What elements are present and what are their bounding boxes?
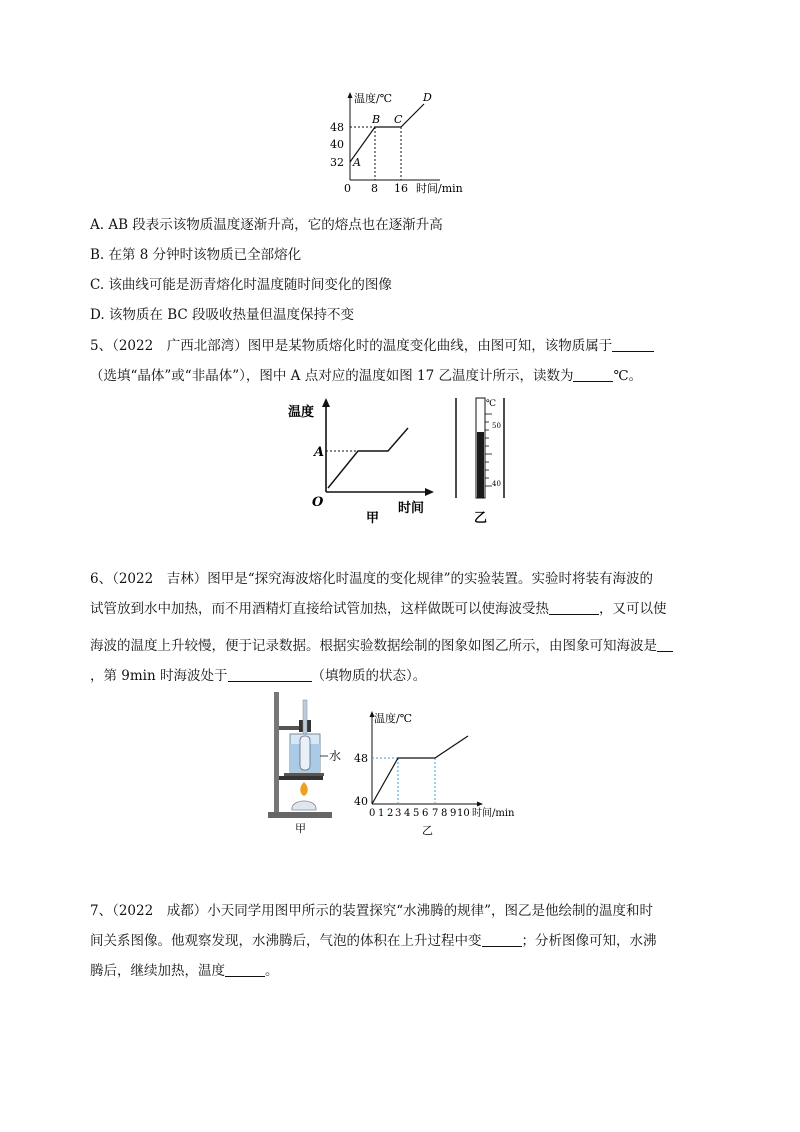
q6-test-tube <box>300 736 310 770</box>
q6-text-4b: （填物质的状态）。 <box>311 668 427 684</box>
q6-caption-jia: 甲 <box>295 822 306 835</box>
q6-blank-1 <box>549 600 599 615</box>
q4-x-label: 时间/min <box>416 182 463 195</box>
q7-text-2b: ；分析图像可知，水沸 <box>521 933 657 949</box>
q5-line-2 <box>90 364 642 384</box>
q4-y-tick-32: 32 <box>330 156 344 169</box>
q7-line-3 <box>90 959 279 979</box>
q6-flame <box>300 782 308 796</box>
q6-stand-base <box>268 812 332 818</box>
q4-point-d: D <box>423 91 432 104</box>
q6-line-4 <box>90 664 426 684</box>
q5-x-arrow <box>425 488 434 496</box>
q6-blank-2 <box>657 637 673 652</box>
q6-x-tick-1: 1 <box>378 808 385 819</box>
q5-graph-jia <box>286 396 446 530</box>
q5-text-1: 5、（2022 广西北部湾）图甲是某物质熔化时的温度变化曲线，由图可知，该物质属于 <box>90 338 613 354</box>
q4-point-c: C <box>394 113 403 126</box>
q7-blank-1 <box>482 932 522 947</box>
q7-line-2 <box>90 929 657 949</box>
q6-water-label: 水 <box>329 749 342 763</box>
q6-text-3a: 海波的温度上升较慢，便于记录数据。根据实验数据绘制的图象如图乙所示，由图象可知海波是 <box>90 638 657 654</box>
q4-curve <box>350 104 424 162</box>
q4-y-tick-48: 48 <box>330 121 344 134</box>
q5-thermometer-yi <box>452 394 522 530</box>
q5-x-label: 时间 <box>398 501 425 516</box>
q6-alcohol-lamp <box>292 801 316 810</box>
q6-x-tick-0: 0 <box>369 808 376 819</box>
q4-x-tick-0: 0 <box>344 182 351 195</box>
q6-x-tick-9: 9 <box>450 808 457 819</box>
q7-text-3a: 腾后，继续加热，温度 <box>90 963 225 979</box>
q6-stand-rod <box>274 692 279 812</box>
q6-line-3 <box>90 634 673 654</box>
q6-line-2 <box>90 597 667 617</box>
q5-y-label: 温度 <box>288 405 315 420</box>
q6-x-tick-3: 3 <box>395 808 402 819</box>
q4-y-tick-40: 40 <box>330 138 344 151</box>
q5-line-1 <box>90 334 654 354</box>
q5-curve <box>328 428 408 488</box>
q6-apparatus-jia <box>268 690 350 836</box>
q6-ring-support <box>279 776 323 780</box>
q4-x-tick-8: 8 <box>371 182 378 195</box>
q4-option-d: D. 该物质在 BC 段吸收热量但温度保持不变 <box>90 307 355 323</box>
q4-option-b: B. 在第 8 分钟时该物质已全部熔化 <box>90 247 302 263</box>
q6-text-2a: 试管放到水中加热，而不用酒精灯直接给试管加热，这样做既可以使海波受热 <box>90 601 549 617</box>
q4-option-c: C. 该曲线可能是沥青熔化时温度随时间变化的图像 <box>90 277 392 293</box>
q6-caption-yi: 乙 <box>422 824 433 837</box>
q5-thermo-tick-40: 40 <box>492 480 501 488</box>
q5-text-2a: （选填“晶体”或“非晶体”），图中 A 点对应的温度如图 17 乙温度计所示，读数为 <box>90 368 574 384</box>
q4-option-a: A. AB 段表示该物质温度逐渐升高，它的熔点也在逐渐升高 <box>90 217 443 233</box>
q6-x-tick-8: 8 <box>441 808 448 819</box>
q4-y-arrow <box>348 92 353 98</box>
q6-x-tick-5: 5 <box>413 808 420 819</box>
q5-mercury-column <box>477 432 484 498</box>
q5-blank-1 <box>612 337 654 352</box>
q5-text-2b: ℃。 <box>613 368 643 384</box>
q6-x-tick-10: 10 <box>457 808 470 819</box>
q5-blank-2 <box>573 367 613 382</box>
q6-y-tick-40: 40 <box>354 795 368 808</box>
q6-text-2b: ，又可以使 <box>599 601 667 617</box>
q5-thermo-unit: ℃ <box>486 399 497 409</box>
q4-point-a: A <box>353 156 361 169</box>
q6-text-4a: ，第 9min 时海波处于 <box>90 668 228 684</box>
q6-x-label: 时间/min <box>472 808 515 819</box>
q4-x-tick-16: 16 <box>394 182 408 195</box>
q6-y-tick-48: 48 <box>354 752 368 765</box>
q6-graph-yi <box>350 708 536 840</box>
q5-thermo-ticks <box>485 414 492 486</box>
q5-y-arrow <box>322 398 330 407</box>
q5-point-a: A <box>314 445 325 460</box>
q7-line-1: 7、（2022 成都）小天同学用图甲所示的装置探究“水沸腾的规律”，图乙是他绘制的温度和时 <box>90 903 653 919</box>
q5-caption-yi: 乙 <box>474 511 488 526</box>
q5-caption-jia: 甲 <box>366 511 380 526</box>
q5-origin: O <box>312 495 324 510</box>
q5-thermo-tick-50: 50 <box>492 422 501 430</box>
q4-temperature-graph <box>320 88 480 198</box>
q6-x-arrow <box>477 802 483 807</box>
q6-y-label: 温度/℃ <box>374 712 413 725</box>
q6-x-tick-6: 6 <box>422 808 429 819</box>
q7-text-3b: 。 <box>265 963 279 979</box>
q4-y-label: 温度/℃ <box>354 92 393 105</box>
q6-line-1: 6、（2022 吉林）图甲是“探究海波熔化时温度的变化规律”的实验装置。实验时将装有海波的 <box>90 571 653 587</box>
q6-x-tick-7: 7 <box>432 808 439 819</box>
q7-blank-2 <box>225 962 265 977</box>
q6-wire-gauze <box>284 773 324 776</box>
q6-blank-3 <box>228 667 312 682</box>
q4-point-b: B <box>372 113 381 126</box>
q6-curve <box>372 736 468 804</box>
q7-text-2a: 间关系图像。他观察发现，水沸腾后，气泡的体积在上升过程中变 <box>90 933 482 949</box>
q6-x-tick-4: 4 <box>404 808 411 819</box>
q6-x-tick-2: 2 <box>387 808 394 819</box>
